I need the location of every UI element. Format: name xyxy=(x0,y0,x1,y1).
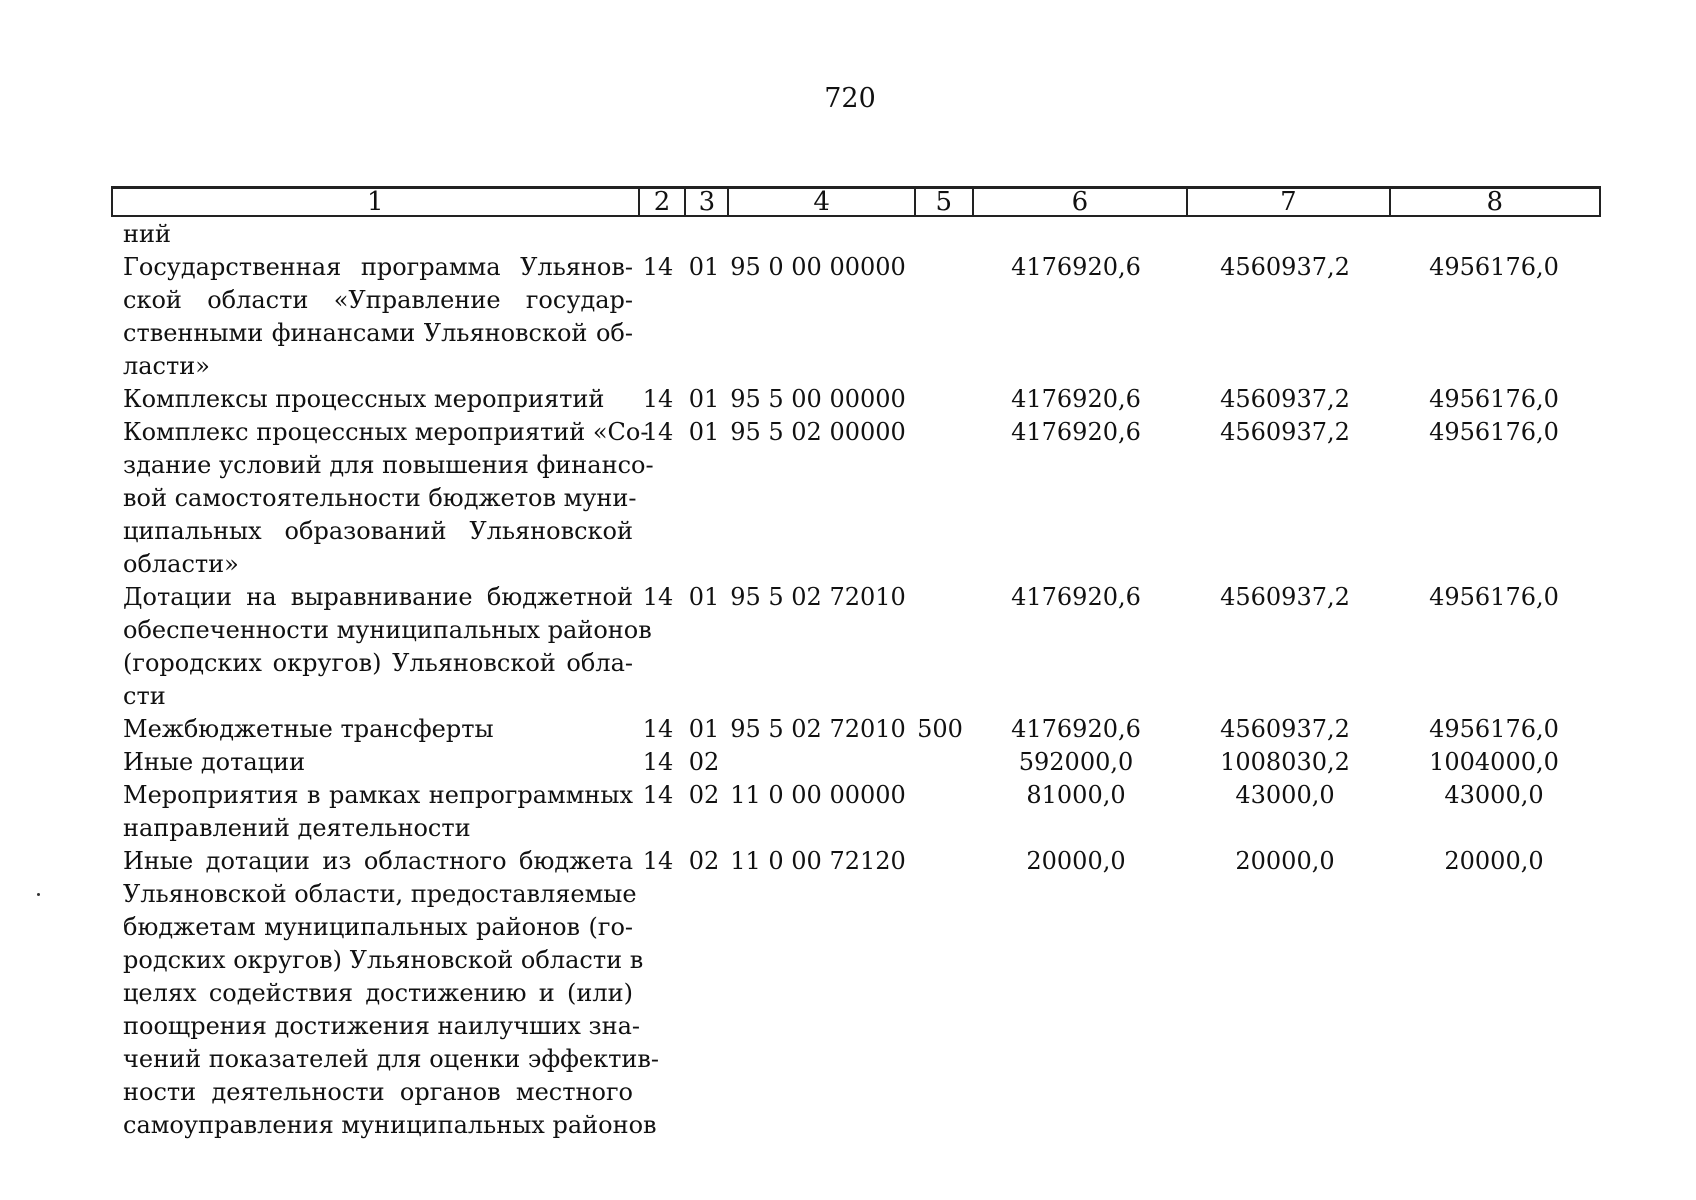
description-line: (городских округов) Ульяновской обла- xyxy=(123,649,633,677)
description-line: Комплекс процессных мероприятий «Со- xyxy=(123,418,649,446)
table-header xyxy=(111,186,1601,217)
row-description xyxy=(111,383,633,416)
cell-c7: 4560937,2 xyxy=(1220,253,1350,281)
cell-c3: 01 xyxy=(688,583,720,611)
row-description xyxy=(111,218,633,251)
description-line: обеспеченности муниципальных районов xyxy=(123,616,652,644)
cell-c6: 592000,0 xyxy=(1018,748,1134,776)
table-row xyxy=(111,383,1601,416)
header-col-2: 2 xyxy=(640,189,687,215)
description-line: Иные дотации из областного бюджета xyxy=(123,847,633,875)
table-row xyxy=(111,746,1601,779)
cell-c6: 4176920,6 xyxy=(1011,253,1141,281)
cell-c7: 43000,0 xyxy=(1235,781,1335,809)
description-line: бюджетам муниципальных районов (го- xyxy=(123,913,633,941)
cell-c3: 02 xyxy=(688,781,720,809)
table-row xyxy=(111,845,1601,1142)
cell-c4 xyxy=(725,218,911,251)
description-line: Комплексы процессных мероприятий xyxy=(123,385,605,413)
description-line: родских округов) Ульяновской области в xyxy=(123,946,644,974)
row-description xyxy=(111,779,633,845)
description-line: вой самостоятельности бюджетов муни- xyxy=(123,484,637,512)
cell-c3: 01 xyxy=(688,253,720,281)
table-row xyxy=(111,779,1601,845)
cell-c2 xyxy=(633,218,683,251)
cell-c4: 95 0 00 00000 xyxy=(730,253,906,281)
table-body xyxy=(111,218,1601,1142)
description-line: области» xyxy=(123,550,239,578)
scan-speck xyxy=(37,893,40,896)
header-col-6: 6 xyxy=(974,189,1188,215)
cell-c6: 4176920,6 xyxy=(1011,715,1141,743)
cell-c2: 14 xyxy=(642,583,674,611)
description-line: чений показателей для оценки эффектив- xyxy=(123,1045,660,1073)
description-line: ний xyxy=(123,220,171,248)
row-description xyxy=(111,746,633,779)
header-col-1: 1 xyxy=(113,189,640,215)
description-line: Ульяновской области, предоставляемые xyxy=(123,880,637,908)
page-number: 720 xyxy=(824,83,876,114)
cell-c5 xyxy=(911,779,969,812)
cell-c8: 20000,0 xyxy=(1444,847,1544,875)
cell-c4: 11 0 00 00000 xyxy=(730,781,906,809)
description-line: Государственная программа Ульянов- xyxy=(123,253,633,281)
cell-c3: 01 xyxy=(688,418,720,446)
description-line: Иные дотации xyxy=(123,748,306,776)
description-line: здание условий для повышения финансо- xyxy=(123,451,654,479)
description-line: Мероприятия в рамках непрограммных xyxy=(123,781,633,809)
cell-c6: 4176920,6 xyxy=(1011,418,1141,446)
cell-c4: 95 5 02 00000 xyxy=(730,418,906,446)
cell-c5 xyxy=(911,383,969,416)
cell-c6: 4176920,6 xyxy=(1011,385,1141,413)
cell-c8: 4956176,0 xyxy=(1429,715,1559,743)
cell-c2: 14 xyxy=(642,847,674,875)
cell-c2: 14 xyxy=(642,748,674,776)
cell-c7 xyxy=(1183,218,1387,251)
description-line: целях содействия достижению и (или) xyxy=(123,979,633,1007)
cell-c7: 4560937,2 xyxy=(1220,583,1350,611)
table-row xyxy=(111,218,1601,251)
cell-c8 xyxy=(1387,218,1601,251)
row-description xyxy=(111,416,654,581)
description-line: Дотации на выравнивание бюджетной xyxy=(123,583,633,611)
cell-c2: 14 xyxy=(642,781,674,809)
row-description xyxy=(111,251,633,383)
description-line: Межбюджетные трансферты xyxy=(123,715,494,743)
cell-c6 xyxy=(969,218,1183,251)
cell-c2: 14 xyxy=(642,385,674,413)
cell-c2: 14 xyxy=(642,253,674,281)
cell-c5 xyxy=(911,218,969,251)
cell-c4: 95 5 00 00000 xyxy=(730,385,906,413)
header-col-8: 8 xyxy=(1486,187,1504,217)
cell-c5 xyxy=(911,416,969,449)
cell-c2: 14 xyxy=(642,418,674,446)
table-row xyxy=(111,581,1601,713)
cell-c8: 4956176,0 xyxy=(1429,385,1559,413)
cell-c4: 11 0 00 72120 xyxy=(730,847,906,875)
cell-c3: 02 xyxy=(688,847,720,875)
cell-c7: 4560937,2 xyxy=(1220,715,1350,743)
cell-c8: 4956176,0 xyxy=(1429,253,1559,281)
description-line: ласти» xyxy=(123,352,210,380)
cell-c7: 20000,0 xyxy=(1235,847,1335,875)
cell-c8: 43000,0 xyxy=(1444,781,1544,809)
cell-c5 xyxy=(911,581,969,614)
cell-c6: 81000,0 xyxy=(1026,781,1126,809)
cell-c2: 14 xyxy=(642,715,674,743)
description-line: ской области «Управление государ- xyxy=(123,286,633,314)
cell-c6: 4176920,6 xyxy=(1011,583,1141,611)
cell-c5 xyxy=(911,251,969,284)
cell-c4 xyxy=(725,746,911,779)
description-line: поощрения достижения наилучших зна- xyxy=(123,1012,641,1040)
cell-c5: 500 xyxy=(917,715,963,743)
cell-c7: 1008030,2 xyxy=(1220,748,1350,776)
header-col-4: 4 xyxy=(729,189,916,215)
cell-c3 xyxy=(683,218,725,251)
cell-c5 xyxy=(911,746,969,779)
description-line: ности деятельности органов местного xyxy=(123,1078,633,1106)
cell-c8: 4956176,0 xyxy=(1429,583,1559,611)
cell-c6: 20000,0 xyxy=(1026,847,1126,875)
header-col-3: 3 xyxy=(686,189,729,215)
cell-c3: 01 xyxy=(688,715,720,743)
row-description xyxy=(111,713,633,746)
description-line: сти xyxy=(123,682,166,710)
cell-c3: 02 xyxy=(688,748,720,776)
description-line: самоуправления муниципальных районов xyxy=(123,1111,657,1139)
table-row xyxy=(111,713,1601,746)
cell-c8: 4956176,0 xyxy=(1429,418,1559,446)
description-line: ственными финансами Ульяновской об- xyxy=(123,319,633,347)
cell-c4: 95 5 02 72010 xyxy=(730,583,906,611)
cell-c7: 4560937,2 xyxy=(1220,418,1350,446)
header-col-7: 7 xyxy=(1188,189,1390,215)
cell-c7: 4560937,2 xyxy=(1220,385,1350,413)
description-line: ципальных образований Ульяновской xyxy=(123,517,633,545)
row-description xyxy=(111,581,652,713)
table-row xyxy=(111,251,1601,383)
cell-c5 xyxy=(911,845,969,878)
cell-c8: 1004000,0 xyxy=(1429,748,1559,776)
table-row xyxy=(111,416,1601,581)
cell-c3: 01 xyxy=(688,385,720,413)
header-col-5: 5 xyxy=(916,189,974,215)
cell-c4: 95 5 02 72010 xyxy=(730,715,906,743)
description-line: направлений деятельности xyxy=(123,814,471,842)
